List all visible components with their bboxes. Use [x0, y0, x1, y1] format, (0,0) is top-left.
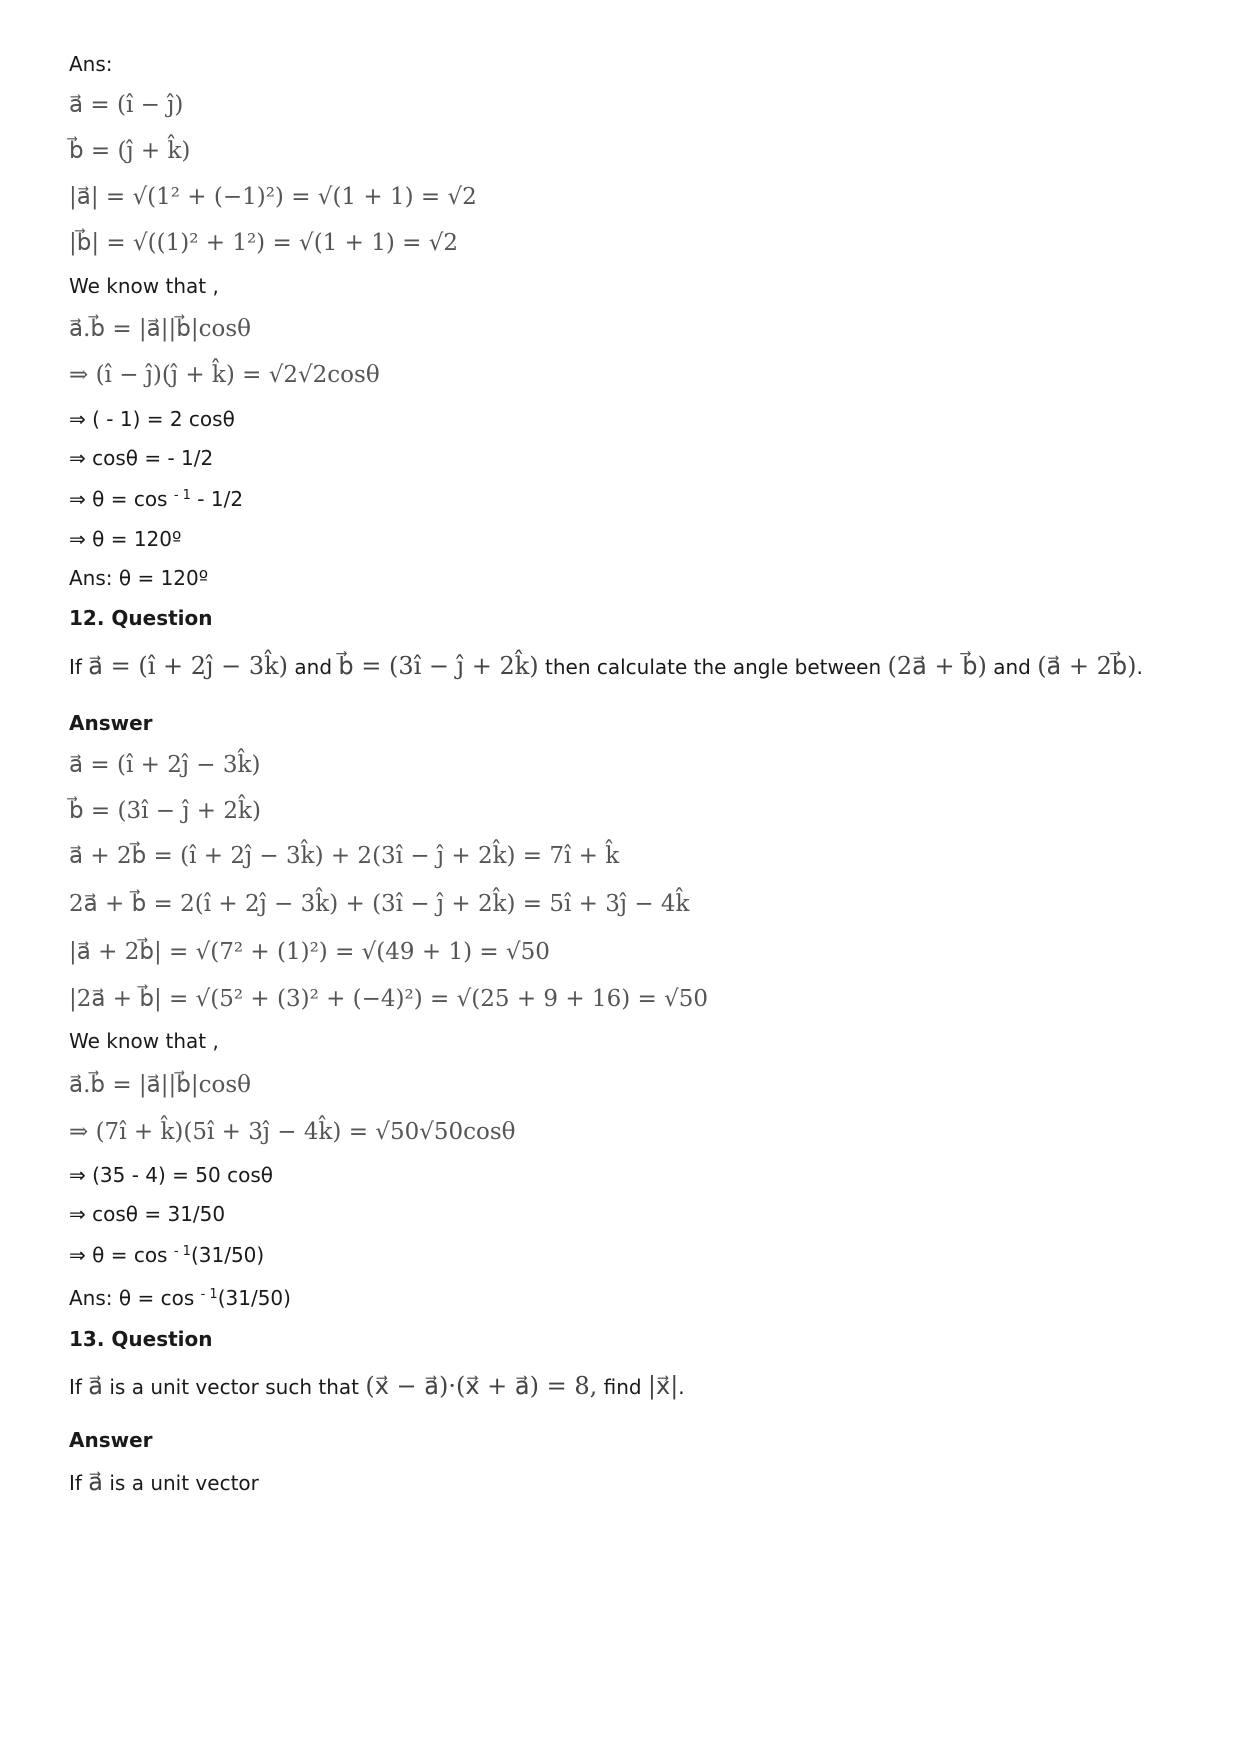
we-know-text-2: We know that , [69, 1029, 219, 1053]
question-13-heading: 13. Question [69, 1327, 213, 1351]
step-simplify: ⇒ ( - 1) = 2 cosθ [69, 407, 235, 431]
equation-2a-plus-b: 2a⃗ + b⃗ = 2(î + 2ĵ − 3k̂) + (3î − ĵ + 2k̂) = 5î + 3ĵ − 4k̂ [69, 891, 690, 917]
equation-b: b⃗ = (ĵ + k̂) [69, 138, 191, 164]
step-cos: ⇒ cosθ = - 1/2 [69, 446, 214, 470]
equation-a: a⃗ = (î − ĵ) [69, 92, 184, 118]
step-inverse-cos-2: ⇒ θ = cos $^{- 1}$(31/50) [69, 1243, 265, 1267]
question-13-text: If a⃗ is a unit vector such that (x⃗ − a⃗)·(x⃗ + a⃗) = 8, find |x⃗|. [69, 1372, 685, 1400]
answer-13-heading: Answer [69, 1428, 153, 1452]
ans-label: Ans: [69, 52, 113, 76]
equation-a-plus-2b: a⃗ + 2b⃗ = (î + 2ĵ − 3k̂) + 2(3î − ĵ + 2k̂) = 7î + k̂ [69, 843, 620, 869]
question-12-heading: 12. Question [69, 606, 213, 630]
final-answer: Ans: θ = 120º [69, 566, 209, 590]
final-answer-2: Ans: θ = cos $^{- 1}$(31/50) [69, 1286, 291, 1310]
dot-product-formula-2: a⃗.b⃗ = |a⃗||b⃗|cosθ [69, 1072, 251, 1098]
answer-13-text: If a⃗ is a unit vector [69, 1468, 259, 1496]
equation-mod-a: |a⃗| = √(1² + (−1)²) = √(1 + 1) = √2 [69, 184, 477, 210]
we-know-text: We know that , [69, 274, 219, 298]
step-substitute: ⇒ (î − ĵ)(ĵ + k̂) = √2√2cosθ [69, 362, 380, 388]
equation-a-q12: a⃗ = (î + 2ĵ − 3k̂) [69, 752, 261, 778]
step-substitute-2: ⇒ (7î + k̂)(5î + 3ĵ − 4k̂) = √50√50cosθ [69, 1119, 516, 1145]
step-simplify-2: ⇒ (35 - 4) = 50 cosθ [69, 1163, 273, 1187]
step-theta: ⇒ θ = 120º [69, 527, 182, 551]
answer-12-heading: Answer [69, 711, 153, 735]
equation-mod-b: |b⃗| = √((1)² + 1²) = √(1 + 1) = √2 [69, 230, 458, 256]
step-cos-2: ⇒ cosθ = 31/50 [69, 1202, 226, 1226]
equation-mod-2a-plus-b: |2a⃗ + b⃗| = √(5² + (3)² + (−4)²) = √(25 + 9 + 16) = √50 [69, 986, 708, 1012]
equation-mod-a-plus-2b: |a⃗ + 2b⃗| = √(7² + (1)²) = √(49 + 1) = √50 [69, 939, 550, 965]
equation-b-q12: b⃗ = (3î − ĵ + 2k̂) [69, 798, 261, 824]
question-12-text: If a⃗ = (î + 2ĵ − 3k̂) and b⃗ = (3î − ĵ + 2k̂) then calculate the angle between (2a⃗ + b⃗) and (a⃗ + 2b⃗). [69, 652, 1143, 680]
step-inverse-cos: ⇒ θ = cos $^{- 1}$ - 1/2 [69, 487, 244, 511]
dot-product-formula: a⃗.b⃗ = |a⃗||b⃗|cosθ [69, 316, 251, 342]
